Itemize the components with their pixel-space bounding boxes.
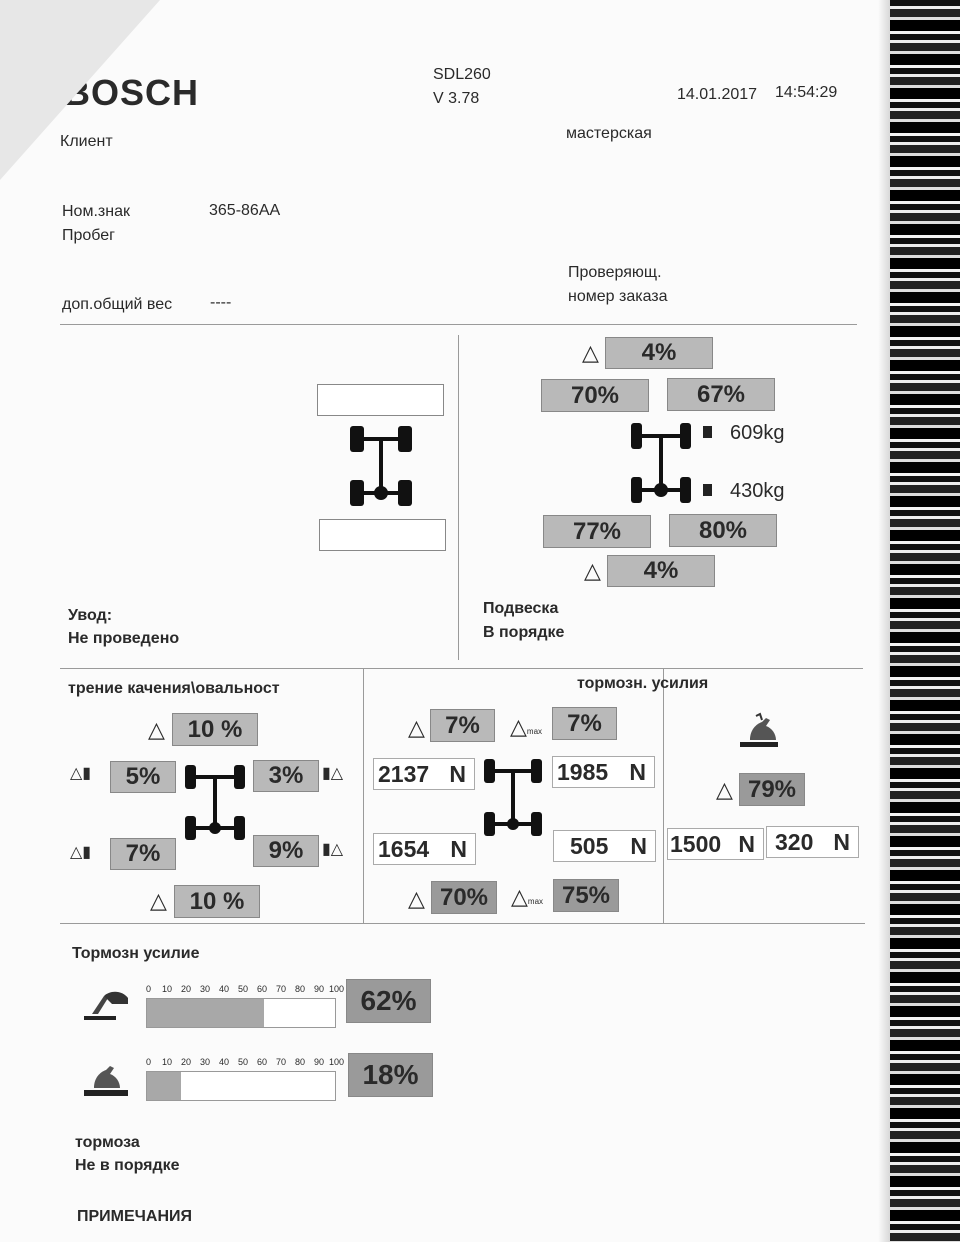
brake-front-right-force: 1985 N	[552, 756, 655, 788]
suspension-front-delta: 4%	[605, 337, 713, 369]
brake-rear-delta: 70%	[431, 881, 497, 914]
rear-alignment-box	[319, 519, 446, 551]
delta-wheel-icon: △▮	[70, 765, 92, 782]
rolling-rear-delta: 10 %	[174, 885, 260, 918]
rolling-resistance-title: трение качения\овальност	[68, 680, 280, 697]
delta-wheel-icon: ▮△	[322, 765, 344, 782]
alignment-status: Не проведено	[68, 630, 180, 647]
rolling-front-right: 3%	[253, 760, 319, 792]
delta-icon: △	[408, 886, 425, 911]
delta-icon: △	[148, 717, 165, 742]
device-model: SDL260	[433, 66, 491, 83]
delta-icon: △	[716, 777, 733, 802]
divider	[60, 324, 857, 325]
report-time: 14:54:29	[775, 84, 838, 101]
foot-pedal-icon	[82, 988, 132, 1022]
brake-front-max: 7%	[552, 707, 617, 740]
suspension-front-left: 70%	[541, 379, 649, 412]
divider	[458, 335, 459, 660]
brake-force-title: Тормозн усилие	[72, 945, 200, 962]
suspension-rear-right: 80%	[669, 514, 777, 547]
plate-value: 365-86AA	[209, 202, 281, 219]
brake-rear-right-force: 505 N	[553, 830, 656, 862]
divider	[60, 923, 865, 924]
front-axle-weight: 609kg	[730, 422, 785, 444]
parking-brake-value: 18%	[348, 1053, 433, 1097]
hand-brake-icon	[82, 1062, 132, 1098]
rolling-rear-left: 7%	[110, 838, 176, 870]
delta-wheel-icon: ▮△	[322, 841, 344, 858]
parking-brake-fill	[147, 1072, 181, 1100]
parking-brake-bar	[146, 1071, 336, 1101]
notes-label: ПРИМЕЧАНИЯ	[77, 1208, 193, 1225]
client-label: Клиент	[60, 133, 113, 150]
weight-icon	[703, 484, 712, 496]
divider	[663, 669, 664, 923]
suspension-axle-icon	[629, 421, 693, 505]
divider	[363, 669, 364, 923]
service-brake-value: 62%	[346, 979, 431, 1023]
suspension-rear-left: 77%	[543, 515, 651, 548]
weight-icon	[703, 426, 712, 438]
parking-brake-right-force: 320 N	[766, 826, 859, 858]
suspension-label: Подвеска	[483, 600, 559, 617]
brakes-label: тормоза	[75, 1134, 140, 1151]
inspector-label: Проверяющ.	[568, 264, 662, 281]
plate-label: Ном.знак	[62, 203, 130, 220]
delta-icon: △	[150, 888, 167, 913]
bosch-logo: BOSCH	[64, 72, 200, 113]
report-date: 14.01.2017	[677, 86, 758, 103]
brake-rear-left-force: 1654 N	[373, 833, 476, 865]
order-number-label: номер заказа	[568, 288, 668, 305]
scan-edge	[890, 0, 960, 1242]
software-version: V 3.78	[433, 90, 480, 107]
braking-forces-title: тормозн. усилия	[577, 675, 709, 692]
rolling-front-left: 5%	[110, 761, 176, 793]
front-alignment-box	[317, 384, 444, 416]
brake-front-delta: 7%	[430, 709, 495, 742]
brake-rear-max: 75%	[553, 879, 619, 912]
hand-brake-icon	[736, 712, 784, 750]
delta-max-icon: △max	[511, 884, 544, 909]
delta-icon: △	[582, 340, 599, 365]
rolling-rear-right: 9%	[253, 835, 319, 867]
parking-brake-left-force: 1500 N	[667, 828, 764, 860]
suspension-status: В порядке	[483, 624, 565, 641]
scan-shadow	[878, 0, 890, 1242]
delta-wheel-icon: △▮	[70, 844, 92, 861]
folded-corner	[0, 0, 160, 180]
weight-label: доп.общий вес	[62, 296, 173, 313]
delta-max-icon: △max	[510, 714, 543, 739]
brake-axle-icon	[482, 757, 544, 839]
service-brake-fill	[147, 999, 264, 1027]
workshop-label: мастерская	[566, 125, 652, 142]
delta-icon: △	[408, 715, 425, 740]
service-brake-bar	[146, 998, 336, 1028]
suspension-rear-delta: 4%	[607, 555, 715, 587]
alignment-label: Увод:	[68, 607, 113, 624]
axle-diagram-icon	[346, 424, 416, 510]
rear-axle-weight: 430kg	[730, 480, 785, 502]
rolling-axle-icon	[183, 763, 247, 843]
parking-brake-delta: 79%	[739, 773, 805, 806]
divider	[60, 668, 863, 669]
weight-value: ----	[210, 294, 232, 311]
delta-icon: △	[584, 558, 601, 583]
rolling-front-delta: 10 %	[172, 713, 258, 746]
suspension-front-right: 67%	[667, 378, 775, 411]
inspection-report-page: BOSCH SDL260 V 3.78 14.01.2017 14:54:29 Клиент мастерская Ном.знак 365-86AA Пробег доп.общий вес ---- Проверяющ. номер заказа Увод: Не проведено △ 4% 70% 67% 609kg 430kg 77% 80% △ 4% Подвеска В порядке трение качения\овальност △ 10 % △▮ 5% 3% ▮△ △▮ 7% 9% ▮△ △ 10 % тормозн. усилия △ 7% △max 7% 2137 N 1985 N 1654 N 505 N △ 70% △max 75% △ 79% 1500 N 320 N Тормозн усилие 0 10 20 30 40 50 60 70 80 90 100 62% 0 10 20 30 40 50 60 70 80 90 100 18% тормоза Не в порядке ПРИМЕЧАНИЯ	[0, 0, 960, 1242]
brakes-status: Не в порядке	[75, 1157, 180, 1174]
brake-front-left-force: 2137 N	[373, 758, 475, 790]
mileage-label: Пробег	[62, 227, 116, 244]
